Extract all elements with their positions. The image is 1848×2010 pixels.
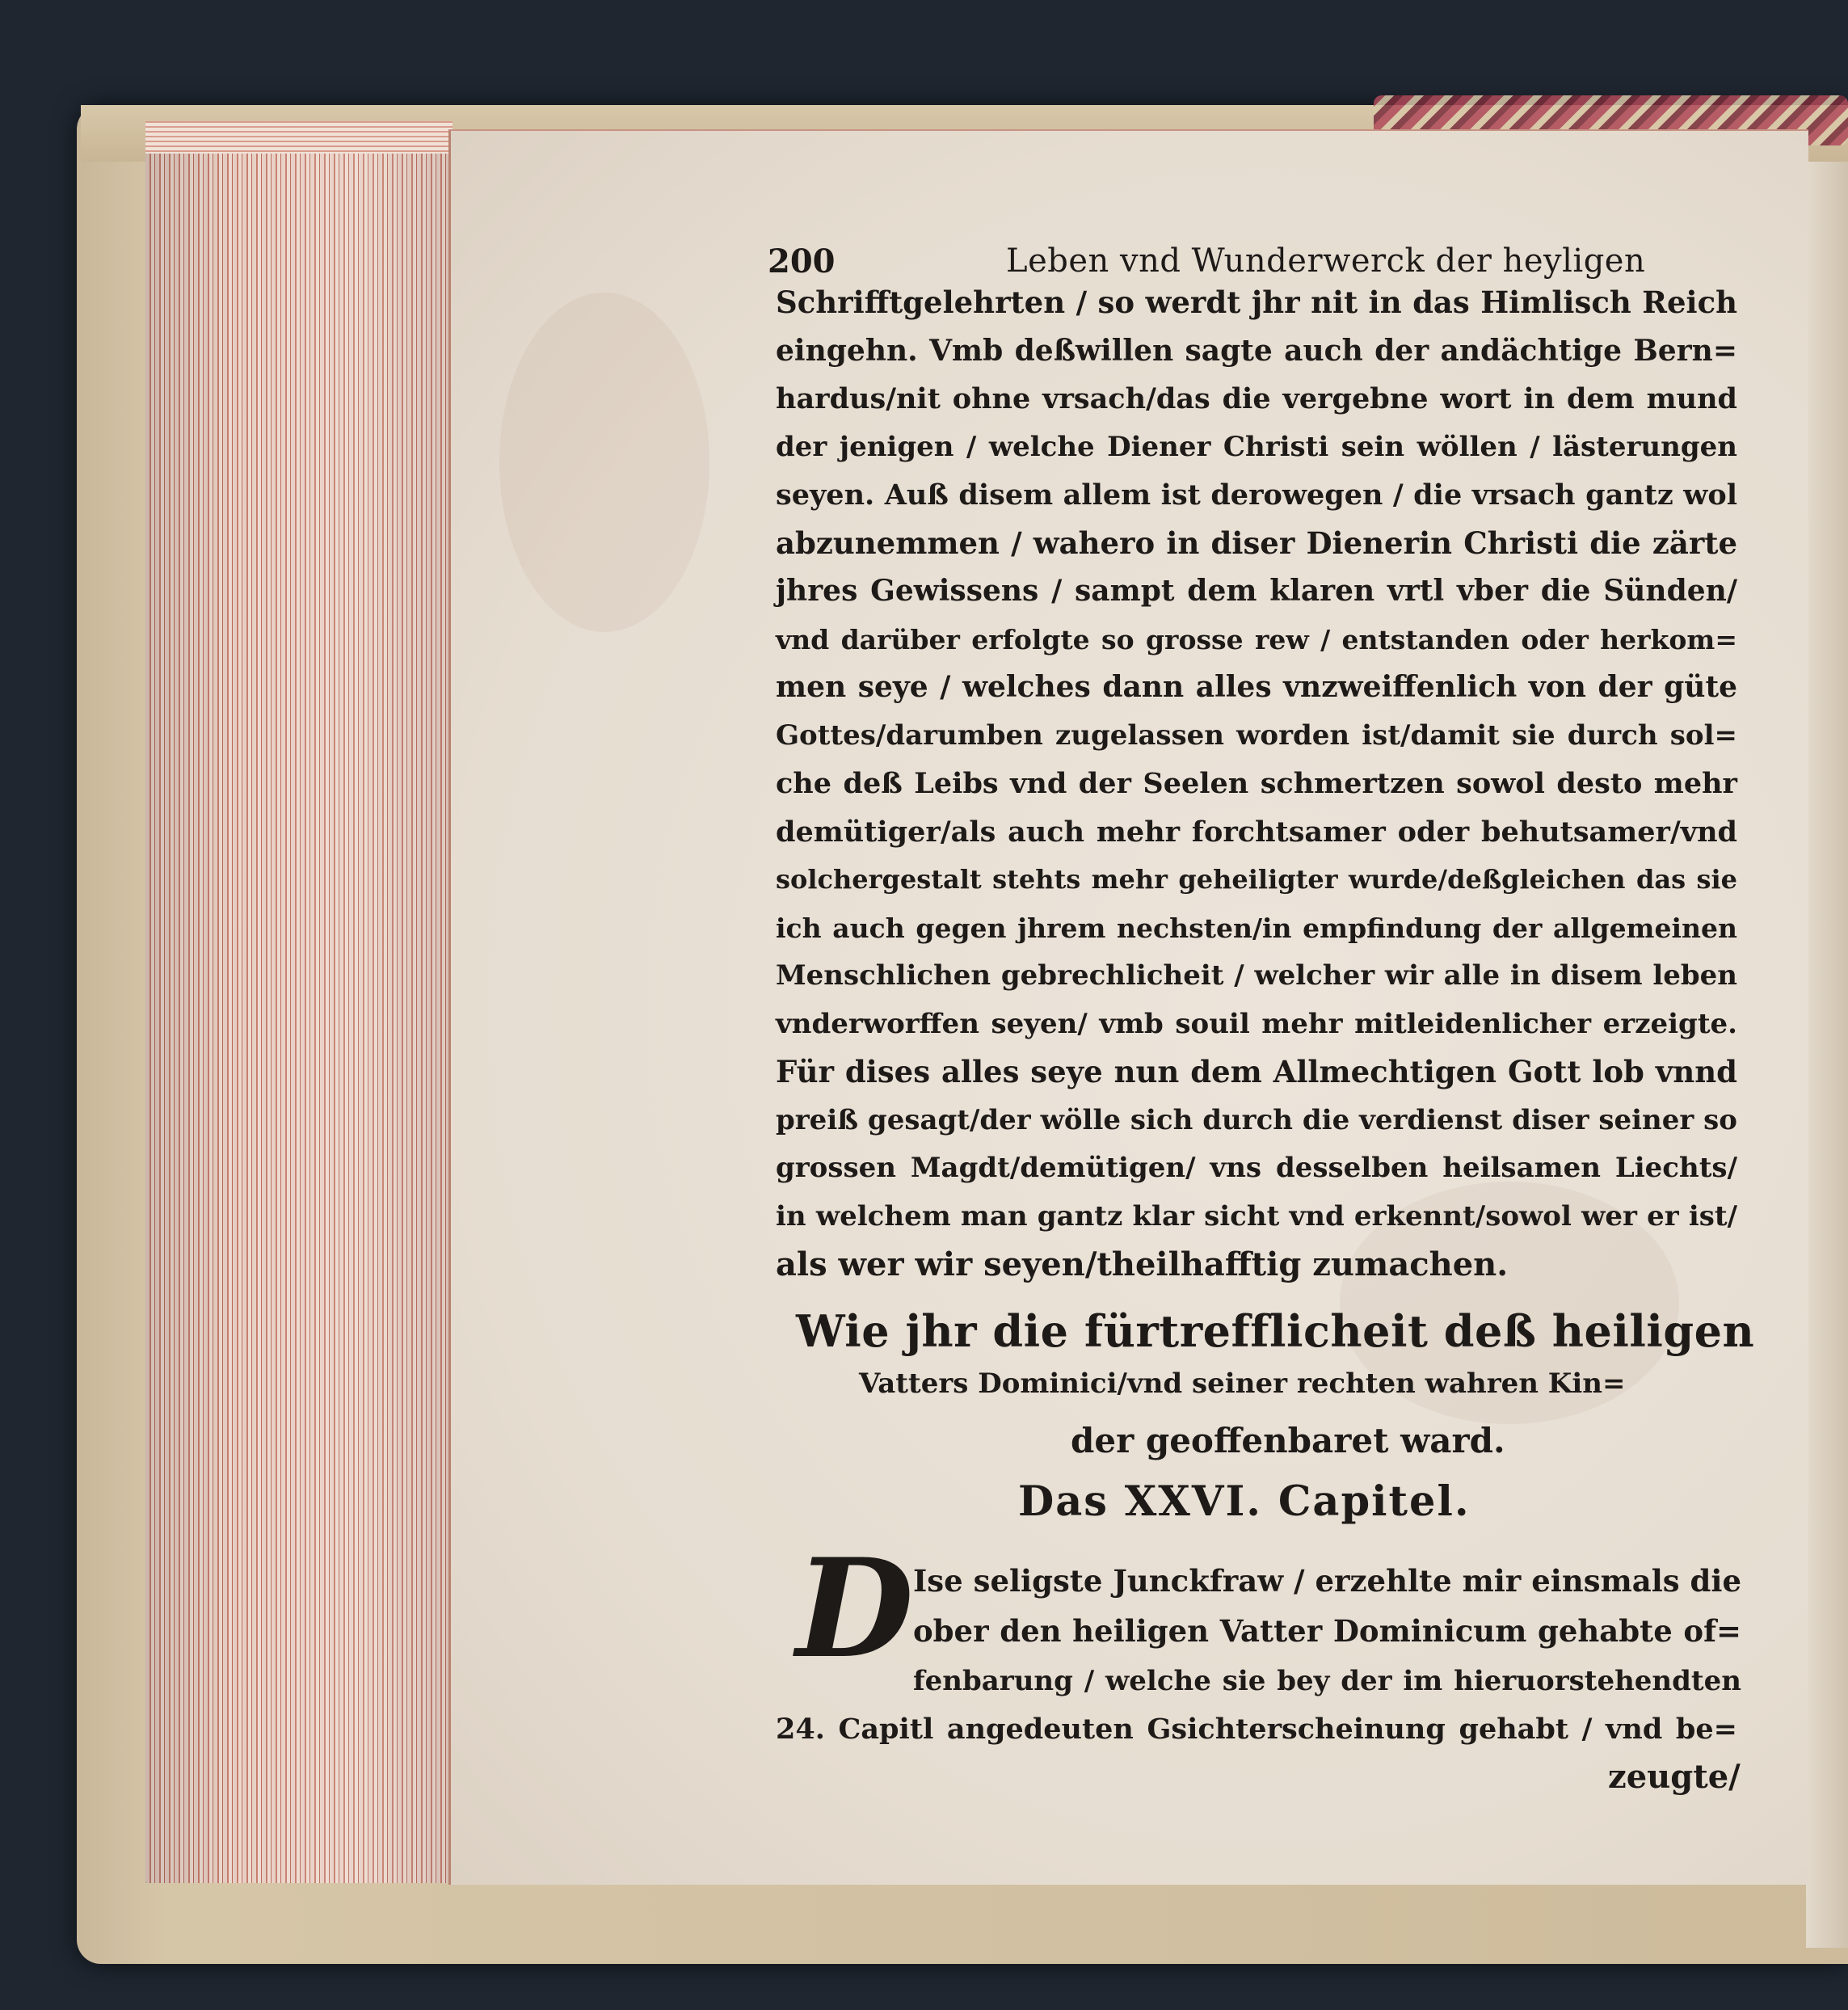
next-page-edge — [1806, 162, 1848, 1948]
page-stain — [499, 293, 709, 632]
drop-cap-indented-text — [913, 1556, 1741, 1706]
text-line: abzunemmen / wahero in diser Dienerin Christi die zärte — [776, 525, 1737, 561]
text-line: vnderworffen seyen/ vmb souil mehr mitleidenlicher erzeigte. — [776, 1007, 1737, 1040]
running-title: Leben vnd Wunderwerck der heyligen — [1006, 242, 1646, 280]
section-subheading-line-1: Vatters Dominici/vnd seiner rechten wahren Kin= — [859, 1367, 1626, 1400]
text-line: che deß Leibs vnd der Seelen schmertzen sowol desto mehr — [776, 767, 1737, 800]
text-line: 24. Capitl angedeuten Gsichterscheinung gehabt / vnd be= — [776, 1713, 1737, 1746]
section-heading: Wie jhr die fürtrefflicheit deß heiligen — [796, 1305, 1755, 1357]
text-line: demütiger/als auch mehr forchtsamer oder behutsamer/vnd — [776, 815, 1737, 849]
text-line: men seye / welches dann alles vnzweiffenlich von der güte — [776, 670, 1737, 704]
text-line: grossen Magdt/demütigen/ vns desselben heilsamen Liechts/ — [776, 1152, 1737, 1184]
chapter-title: Das XXVI. Capitel. — [1018, 1477, 1471, 1526]
text-line: als wer wir seyen/theilhafftig zumachen. — [776, 1245, 1509, 1283]
body-text — [776, 279, 1737, 1289]
text-line: Schrifftgelehrten / so werdt jhr nit in das Himlisch Reich — [776, 284, 1737, 320]
page-number: 200 — [768, 242, 836, 280]
text-line: fenbarung / welche sie bey der im hieruorstehendten — [913, 1665, 1741, 1697]
text-line: in welchem man gantz klar sicht vnd erkennt/sowol wer er ist/ — [776, 1199, 1737, 1233]
text-line: preiß gesagt/der wölle sich durch die verdienst diser seiner so — [776, 1103, 1737, 1136]
text-line: vnd darüber erfolgte so grosse rew / entstanden oder herkom= — [776, 623, 1737, 655]
page-edges-shading — [145, 121, 453, 1883]
text-line: ober den heiligen Vatter Dominicum gehabte of= — [913, 1613, 1741, 1649]
text-line: hardus/nit ohne vrsach/das die vergebne wort in dem mund — [776, 382, 1737, 415]
page-edges-top — [145, 121, 453, 154]
text-line: solchergestalt stehts mehr geheiligter wurde/deßgleichen das sie — [776, 864, 1737, 895]
section-subheading-line-2: der geoffenbaret ward. — [1071, 1421, 1505, 1460]
text-line: jhres Gewissens / sampt dem klaren vrtl vber die Sünden/ — [776, 574, 1737, 608]
text-line: Menschlichen gebrechlicheit / welcher wir alle in disem leben — [776, 959, 1737, 992]
text-line: ich auch gegen jhrem nechsten/in empfindung der allgemeinen — [776, 912, 1737, 944]
chapter-text-full-line — [776, 1705, 1737, 1754]
text-line: Für dises alles seye nun dem Allmechtigen Gott lob vnnd — [776, 1054, 1737, 1089]
catchword: zeugte/ — [1608, 1758, 1741, 1796]
text-line: seyen. Auß disem allem ist derowegen / die vrsach gantz wol — [776, 478, 1737, 512]
text-line: Ise seligste Junckfraw / erzehlte mir einsmals die — [913, 1563, 1741, 1599]
text-line: eingehn. Vmb deßwillen sagte auch der andächtige Bern= — [776, 333, 1737, 368]
text-line: der jenigen / welche Diener Christi sein wöllen / lästerungen — [776, 430, 1737, 463]
drop-cap-initial: D — [796, 1528, 914, 1688]
text-line: Gottes/darumben zugelassen worden ist/damit sie durch sol= — [776, 718, 1737, 752]
